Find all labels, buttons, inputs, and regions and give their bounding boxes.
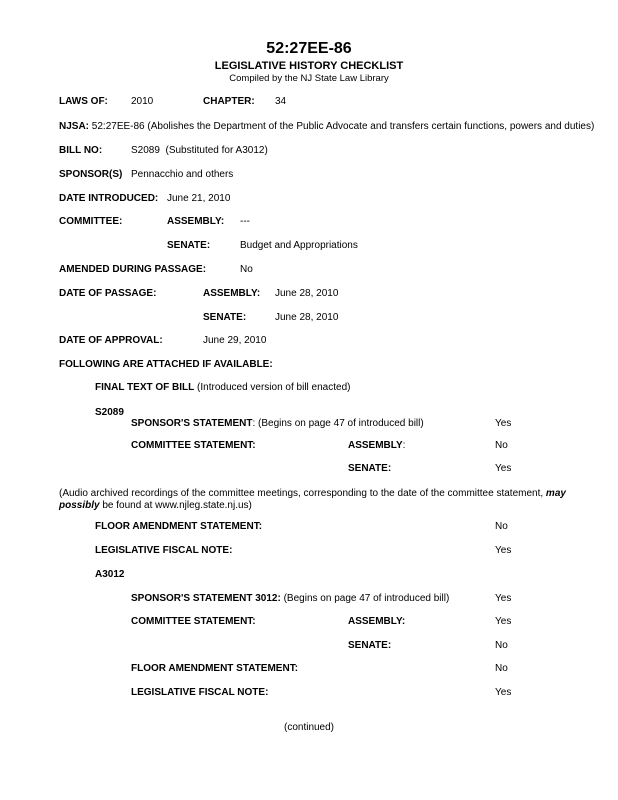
date-introduced-value: June 21, 2010: [167, 193, 231, 204]
statute-title: 52:27EE-86: [266, 40, 352, 57]
audio-note-part1: (Audio archived recordings of the committee meetings, corresponding to the date of the committee statement,: [59, 488, 546, 499]
final-text-note: (Introduced version of bill enacted): [197, 382, 351, 393]
a3012-floor-amendment-value: No: [495, 663, 508, 674]
a3012-senate-label: SENATE:: [348, 640, 392, 651]
sponsors-value: Pennacchio and others: [131, 169, 234, 180]
a3012-sponsor-statement: [131, 593, 449, 605]
approval-value: June 29, 2010: [203, 335, 267, 346]
amended-label: AMENDED DURING PASSAGE:: [59, 264, 207, 275]
audio-archive-note: [59, 488, 607, 512]
checklist-title: LEGISLATIVE HISTORY CHECKLIST: [214, 60, 404, 72]
audio-note-part2: be found at www.njleg.state.nj.us): [99, 500, 252, 511]
a3012-sponsor-statement-note: (Begins on page 47 of introduced bill): [280, 593, 450, 604]
laws-of-value: 2010: [131, 96, 154, 107]
committee-senate-label: SENATE:: [167, 240, 211, 251]
njsa-value: 52:27EE-86 (Abolishes the Department of the Public Advocate and transfers certain functions, powers and duties): [91, 121, 595, 132]
s2089-assembly-label: ASSEMBLY: [348, 440, 403, 451]
bill-no-number: S2089: [131, 145, 160, 156]
a3012-sponsor-statement-value: Yes: [495, 593, 512, 604]
laws-of-label: LAWS OF:: [59, 96, 108, 107]
fiscal-note-label: LEGISLATIVE FISCAL NOTE:: [95, 545, 233, 556]
a3012-committee-statement-label: COMMITTEE STATEMENT:: [131, 616, 256, 627]
s2089-heading: S2089: [95, 407, 124, 418]
s2089-committee-statement-label: COMMITTEE STATEMENT:: [131, 440, 256, 451]
njsa-line: [59, 121, 594, 133]
continued-footer: (continued): [283, 722, 335, 733]
a3012-senate-value: No: [495, 640, 508, 651]
passage-senate-value: June 28, 2010: [275, 312, 339, 323]
a3012-assembly-value: Yes: [495, 616, 512, 627]
final-text-line: [95, 382, 350, 394]
s2089-assembly-value: No: [495, 440, 508, 451]
committee-senate-value: Budget and Appropriations: [240, 240, 358, 251]
passage-assembly-value: June 28, 2010: [275, 288, 339, 299]
a3012-fiscal-note-label: LEGISLATIVE FISCAL NOTE:: [131, 687, 269, 698]
approval-label: DATE OF APPROVAL:: [59, 335, 163, 346]
a3012-fiscal-note-value: Yes: [495, 687, 512, 698]
bill-no-value: [131, 145, 268, 157]
s2089-sponsor-statement-value: Yes: [495, 418, 512, 429]
floor-amendment-value: No: [495, 521, 508, 532]
a3012-assembly-label: ASSEMBLY:: [348, 616, 406, 627]
chapter-label: CHAPTER:: [203, 96, 255, 107]
date-introduced-label: DATE INTRODUCED:: [59, 193, 159, 204]
s2089-senate-value: Yes: [495, 463, 512, 474]
s2089-assembly: [348, 440, 405, 452]
a3012-floor-amendment-label: FLOOR AMENDMENT STATEMENT:: [131, 663, 299, 674]
passage-label: DATE OF PASSAGE:: [59, 288, 157, 299]
sponsors-label: SPONSOR(S): [59, 169, 123, 180]
final-text-label: FINAL TEXT OF BILL: [95, 382, 195, 393]
njsa-label: NJSA:: [59, 121, 90, 132]
bill-no-note: (Substituted for A3012): [165, 145, 268, 156]
s2089-assembly-colon: :: [402, 440, 406, 451]
s2089-sponsor-statement-label: SPONSOR'S STATEMENT: [131, 418, 253, 429]
passage-assembly-label: ASSEMBLY:: [203, 288, 261, 299]
committee-label: COMMITTEE:: [59, 216, 123, 227]
s2089-sponsor-statement-note: : (Begins on page 47 of introduced bill): [252, 418, 424, 429]
amended-value: No: [240, 264, 253, 275]
chapter-value: 34: [275, 96, 287, 107]
floor-amendment-label: FLOOR AMENDMENT STATEMENT:: [95, 521, 263, 532]
s2089-senate-label: SENATE:: [348, 463, 392, 474]
audio-note-emphasis: may possibly: [59, 488, 566, 511]
committee-assembly-value: ---: [240, 216, 250, 227]
fiscal-note-value: Yes: [495, 545, 512, 556]
bill-no-label: BILL NO:: [59, 145, 103, 156]
following-heading: FOLLOWING ARE ATTACHED IF AVAILABLE:: [59, 359, 273, 370]
passage-senate-label: SENATE:: [203, 312, 247, 323]
committee-assembly-label: ASSEMBLY:: [167, 216, 225, 227]
a3012-sponsor-statement-label: SPONSOR'S STATEMENT 3012:: [131, 593, 281, 604]
s2089-sponsor-statement: [131, 418, 424, 430]
compiled-by: Compiled by the NJ State Law Library: [229, 73, 389, 84]
a3012-heading: A3012: [95, 569, 125, 580]
